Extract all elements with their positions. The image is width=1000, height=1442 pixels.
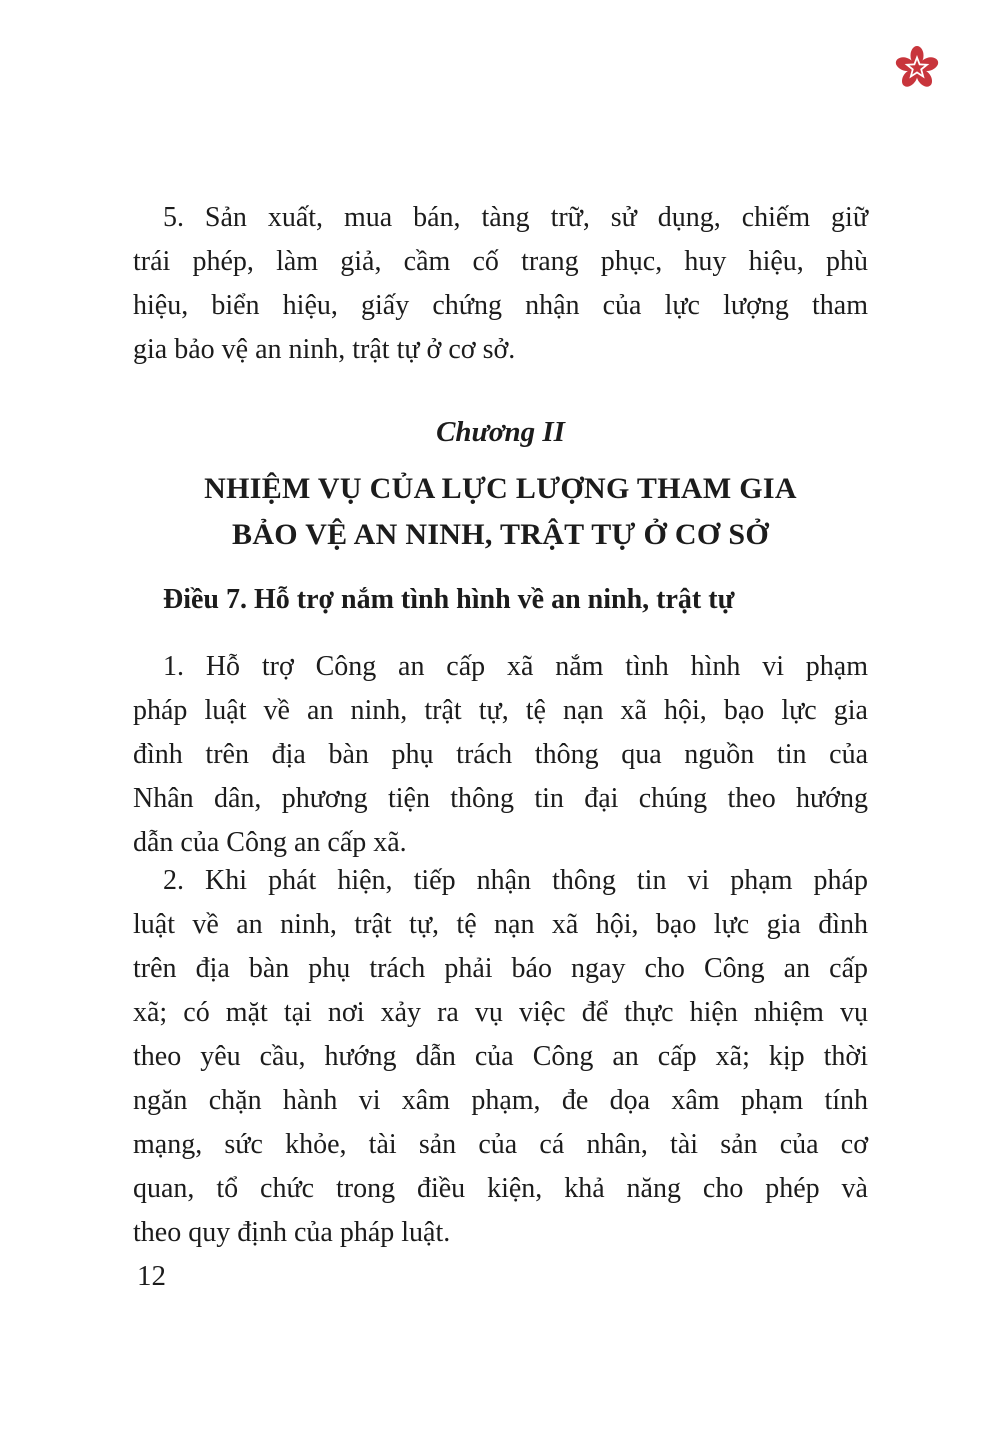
article-7-clause-1 — [133, 645, 868, 865]
paragraph-clause-5 — [133, 196, 868, 372]
text-line: quan, tổ chức trong điều kiện, khả năng cho phép và — [133, 1173, 868, 1204]
text-line: đình trên địa bàn phụ trách thông qua nguồn tin của — [133, 739, 868, 770]
text-line: 2. Khi phát hiện, tiếp nhận thông tin vi phạm pháp — [163, 865, 868, 896]
text-line: theo quy định của pháp luật. — [133, 1217, 451, 1248]
text-line: theo yêu cầu, hướng dẫn của Công an cấp xã; kịp thời — [133, 1041, 868, 1072]
chapter-title-line-2: BẢO VỆ AN NINH, TRẬT TỰ Ở CƠ SỞ — [232, 518, 769, 551]
text-line: luật về an ninh, trật tự, tệ nạn xã hội, bạo lực gia đình — [133, 909, 868, 940]
text-line: ngăn chặn hành vi xâm phạm, đe dọa xâm phạm tính — [133, 1085, 868, 1116]
text-line: 5. Sản xuất, mua bán, tàng trữ, sử dụng, chiếm giữ — [163, 202, 868, 233]
text-line: Nhân dân, phương tiện thông tin đại chúng theo hướng — [133, 783, 868, 814]
text-line: xã; có mặt tại nơi xảy ra vụ việc để thực hiện nhiệm vụ — [133, 997, 868, 1028]
text-line: pháp luật về an ninh, trật tự, tệ nạn xã hội, bạo lực gia — [133, 695, 868, 726]
text-line: mạng, sức khỏe, tài sản của cá nhân, tài sản của cơ — [133, 1129, 868, 1160]
text-line: trên địa bàn phụ trách phải báo ngay cho Công an cấp — [133, 953, 868, 984]
article-7-heading: Điều 7. Hỗ trợ nắm tình hình về an ninh, trật tự — [163, 584, 735, 615]
flower-star-ornament — [893, 44, 941, 92]
page-number: 12 — [137, 1260, 166, 1292]
text-line: hiệu, biển hiệu, giấy chứng nhận của lực lượng tham — [133, 290, 868, 321]
article-7-clause-2 — [133, 859, 868, 1255]
chapter-title — [113, 466, 888, 558]
chapter-label: Chương II — [436, 416, 565, 448]
text-line: trái phép, làm giả, cầm cố trang phục, huy hiệu, phù — [133, 246, 868, 277]
text-line: dẫn của Công an cấp xã. — [133, 827, 407, 858]
chapter-title-line-1: NHIỆM VỤ CỦA LỰC LƯỢNG THAM GIA — [204, 472, 797, 505]
text-line: gia bảo vệ an ninh, trật tự ở cơ sở. — [133, 334, 516, 365]
text-line: 1. Hỗ trợ Công an cấp xã nắm tình hình vi phạm — [163, 651, 868, 682]
